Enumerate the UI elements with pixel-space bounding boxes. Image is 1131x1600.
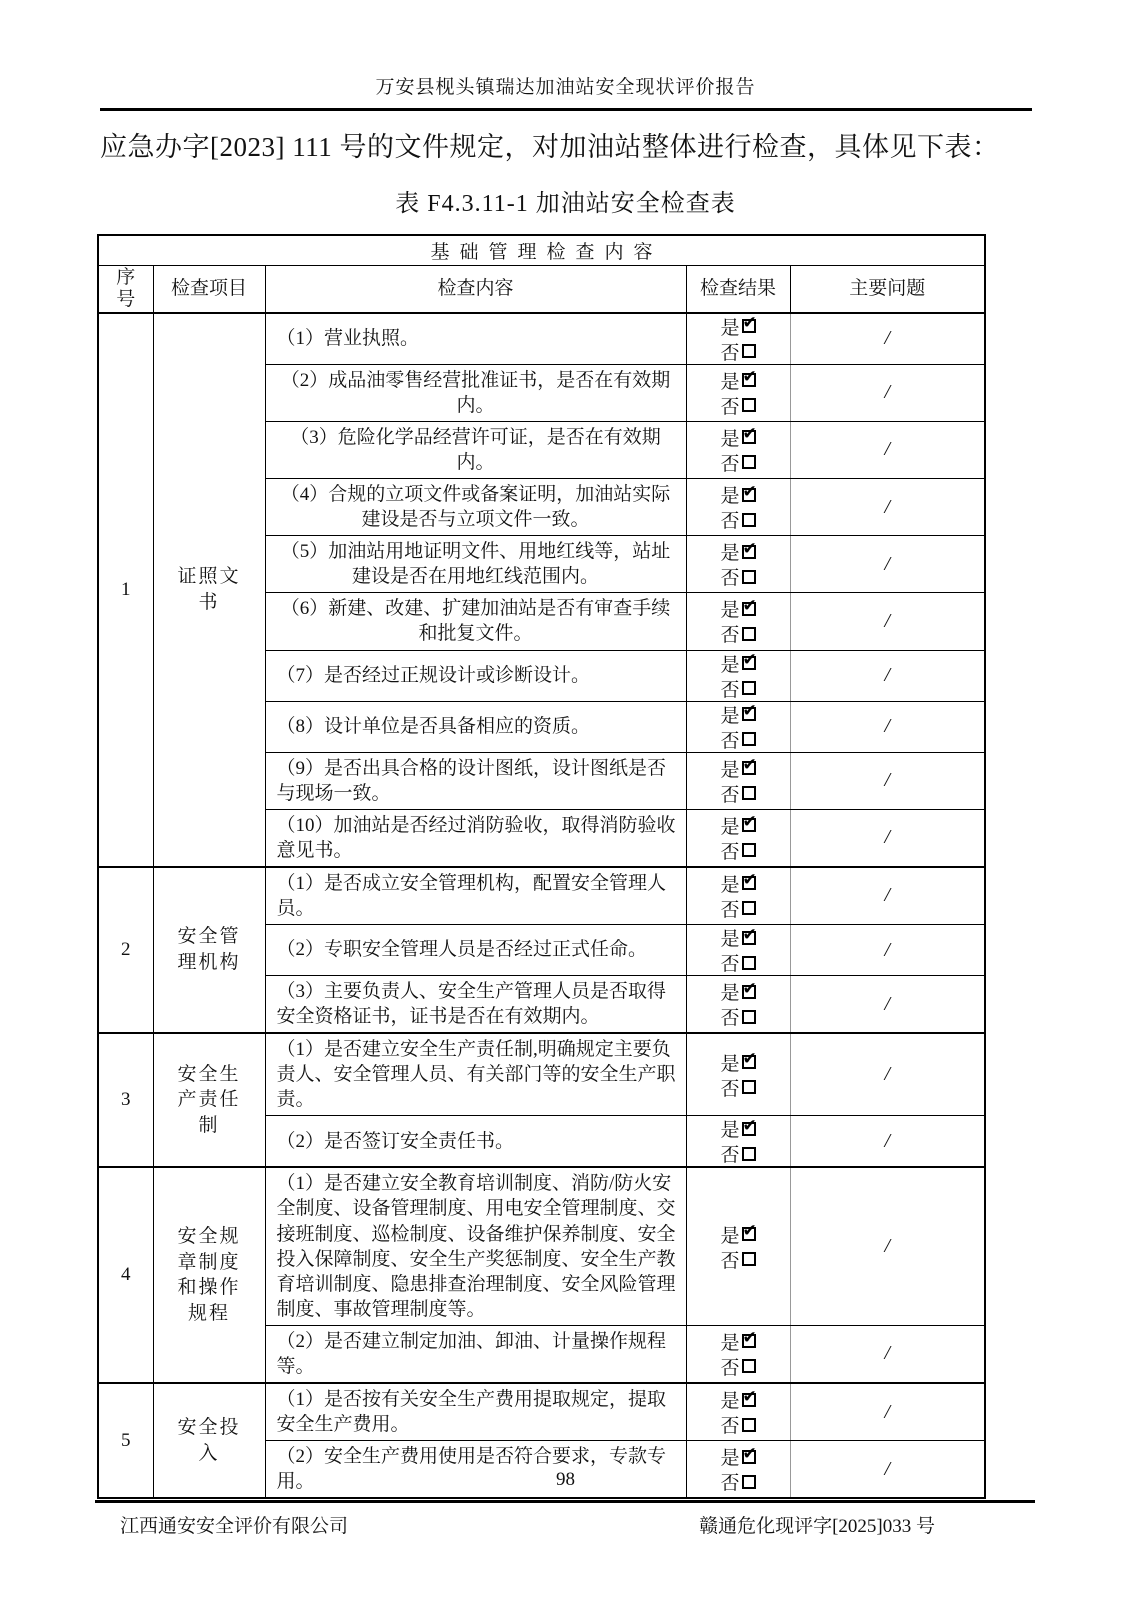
checkbox-checked-icon <box>742 1393 756 1407</box>
main-issue-cell: / <box>790 1441 985 1499</box>
main-issue-cell: / <box>790 536 985 593</box>
table-column-header-row <box>98 266 985 313</box>
table-body <box>98 313 985 1499</box>
result-yes-line <box>687 596 790 621</box>
checkbox-empty-icon <box>742 1418 756 1432</box>
checkbox-empty-icon <box>742 1010 756 1024</box>
checkbox-checked-icon <box>742 985 756 999</box>
check-result-cell <box>686 867 790 925</box>
checkbox-checked-icon <box>742 319 756 333</box>
result-yes-line <box>687 1444 790 1469</box>
checkbox-empty-icon <box>742 732 756 746</box>
result-no-line <box>687 950 790 975</box>
checkbox-empty-icon <box>742 513 756 527</box>
result-option-label: 否 <box>720 1357 740 1379</box>
check-result-cell <box>686 421 790 478</box>
result-option-label: 是 <box>720 428 740 450</box>
check-content-cell: （1）营业执照。 <box>265 313 686 365</box>
main-issue-cell: / <box>790 1167 985 1325</box>
result-option-label: 否 <box>720 1078 740 1100</box>
result-yes-line <box>687 1387 790 1412</box>
check-row <box>98 1383 985 1441</box>
checkbox-empty-icon <box>742 1147 756 1161</box>
result-option-label: 是 <box>720 543 740 565</box>
check-content-cell: （1）是否建立安全教育培训制度、消防/防火安全制度、设备管理制度、用电安全管理制度、交接班制度、巡检制度、设备维护保养制度、安全投入保障制度、安全生产奖惩制度、安全生产教育培训制度、隐患排查治理制度、安全风险管理制度、事故管理制度等。 <box>265 1167 686 1325</box>
main-issue-cell: / <box>790 313 985 365</box>
checkbox-empty-icon <box>742 627 756 641</box>
result-option-label: 否 <box>720 1473 740 1495</box>
check-result-cell <box>686 701 790 752</box>
result-no-line <box>687 727 790 752</box>
section-number-cell: 2 <box>98 867 153 1033</box>
checkbox-empty-icon <box>742 1080 756 1094</box>
main-issue-cell: / <box>790 809 985 867</box>
check-result-cell <box>686 809 790 867</box>
result-yes-line <box>687 1116 790 1141</box>
check-content-cell: （2）专职安全管理人员是否经过正式任命。 <box>265 925 686 976</box>
report-title: 万安县枧头镇瑞达加油站安全现状评价报告 <box>375 77 756 98</box>
check-content-cell: （2）是否签订安全责任书。 <box>265 1116 686 1168</box>
check-content-cell: （3）主要负责人、安全生产管理人员是否取得安全资格证书，证书是否在有效期内。 <box>265 976 686 1034</box>
result-option-label: 是 <box>720 983 740 1005</box>
result-no-line <box>687 1247 790 1272</box>
result-yes-line <box>687 539 790 564</box>
result-option-label: 否 <box>720 679 740 701</box>
result-option-label: 否 <box>720 899 740 921</box>
check-content-cell: （9）是否出具合格的设计图纸，设计图纸是否与现场一致。 <box>265 752 686 809</box>
result-no-line <box>687 564 790 589</box>
section-item-cell: 证照文书 <box>153 313 265 867</box>
check-content-cell: （1）是否成立安全管理机构，配置安全管理人员。 <box>265 867 686 925</box>
result-option-label: 否 <box>720 1250 740 1272</box>
result-option-label: 是 <box>720 654 740 676</box>
main-issue-cell: / <box>790 752 985 809</box>
main-issue-cell: / <box>790 1033 985 1116</box>
section-number-cell: 3 <box>98 1033 153 1167</box>
header-divider <box>100 108 1032 111</box>
safety-check-table <box>97 234 986 1500</box>
checkbox-empty-icon <box>742 681 756 695</box>
result-option-label: 是 <box>720 317 740 339</box>
check-result-cell <box>686 1116 790 1168</box>
check-content-cell: （2）成品油零售经营批准证书，是否在有效期内。 <box>265 364 686 421</box>
result-no-line <box>687 676 790 701</box>
check-result-cell <box>686 976 790 1034</box>
page-number: 98 <box>556 1469 575 1490</box>
result-option-label: 否 <box>720 841 740 863</box>
result-no-line <box>687 1412 790 1437</box>
section-item-cell: 安全投入 <box>153 1383 265 1498</box>
footer-block <box>0 1469 1131 1538</box>
table-group-header-row <box>98 235 985 266</box>
checkbox-checked-icon <box>742 602 756 616</box>
section-item-cell: 安全管理机构 <box>153 867 265 1033</box>
result-option-label: 否 <box>720 730 740 752</box>
result-option-label: 是 <box>720 1448 740 1470</box>
result-option-label: 否 <box>720 568 740 590</box>
main-issue-cell: / <box>790 1116 985 1168</box>
checkbox-empty-icon <box>742 1359 756 1373</box>
result-no-line <box>687 393 790 418</box>
column-header-item: 检查项目 <box>153 266 265 313</box>
result-option-label: 否 <box>720 342 740 364</box>
result-no-line <box>687 621 790 646</box>
table-caption: 表 F4.3.11-1 加油站安全检查表 <box>395 190 736 217</box>
check-result-cell <box>686 1033 790 1116</box>
result-option-label: 是 <box>720 1225 740 1247</box>
checkbox-empty-icon <box>742 455 756 469</box>
main-issue-cell: / <box>790 364 985 421</box>
checkbox-checked-icon <box>742 707 756 721</box>
main-issue-cell: / <box>790 1325 985 1383</box>
result-no-line <box>687 1141 790 1166</box>
check-result-cell <box>686 925 790 976</box>
result-yes-line <box>687 1329 790 1354</box>
checkbox-empty-icon <box>742 843 756 857</box>
result-yes-line <box>687 314 790 339</box>
checkbox-empty-icon <box>742 570 756 584</box>
section-item-cell: 安全生产责任制 <box>153 1033 265 1167</box>
check-result-cell <box>686 593 790 650</box>
check-content-cell: （4）合规的立项文件或备案证明，加油站实际建设是否与立项文件一致。 <box>265 479 686 536</box>
result-option-label: 是 <box>720 486 740 508</box>
check-result-cell <box>686 364 790 421</box>
result-option-label: 否 <box>720 396 740 418</box>
main-issue-cell: / <box>790 1383 985 1441</box>
main-issue-cell: / <box>790 593 985 650</box>
result-yes-line <box>687 651 790 676</box>
check-result-cell <box>686 479 790 536</box>
result-option-label: 是 <box>720 371 740 393</box>
check-content-cell: （7）是否经过正规设计或诊断设计。 <box>265 650 686 701</box>
result-no-line <box>687 1075 790 1100</box>
main-issue-cell: / <box>790 925 985 976</box>
result-yes-line <box>687 1050 790 1075</box>
check-result-cell <box>686 313 790 365</box>
table-group-header: 基础管理检查内容 <box>98 235 985 266</box>
result-option-label: 是 <box>720 1391 740 1413</box>
checkbox-checked-icon <box>742 430 756 444</box>
result-option-label: 是 <box>720 1053 740 1075</box>
result-option-label: 是 <box>720 929 740 950</box>
checkbox-empty-icon <box>742 398 756 412</box>
check-content-cell: （3）危险化学品经营许可证，是否在有效期内。 <box>265 421 686 478</box>
result-no-line <box>687 1004 790 1029</box>
result-yes-line <box>687 813 790 838</box>
result-option-label: 是 <box>720 705 740 727</box>
result-yes-line <box>687 425 790 450</box>
column-header-result: 检查结果 <box>686 266 790 313</box>
section-number-cell: 5 <box>98 1383 153 1498</box>
checkbox-checked-icon <box>742 488 756 502</box>
result-yes-line <box>687 756 790 781</box>
check-row <box>98 1167 985 1325</box>
result-no-line <box>687 339 790 364</box>
check-content-cell: （1）是否按有关安全生产费用提取规定，提取安全生产费用。 <box>265 1383 686 1441</box>
check-content-cell: （2）安全生产费用使用是否符合要求，专款专用。 <box>265 1441 686 1499</box>
checkbox-empty-icon <box>742 344 756 358</box>
main-issue-cell: / <box>790 479 985 536</box>
checkbox-checked-icon <box>742 1122 756 1136</box>
check-content-cell: （8）设计单位是否具备相应的资质。 <box>265 701 686 752</box>
result-no-line <box>687 507 790 532</box>
result-yes-line <box>687 482 790 507</box>
result-option-label: 否 <box>720 784 740 806</box>
checkbox-checked-icon <box>742 876 756 890</box>
main-issue-cell: / <box>790 650 985 701</box>
result-yes-line <box>687 1222 790 1247</box>
check-result-cell <box>686 1167 790 1325</box>
checkbox-checked-icon <box>742 1055 756 1069</box>
check-content-cell: （2）是否建立制定加油、卸油、计量操作规程等。 <box>265 1325 686 1383</box>
footer-company: 江西通安安全评价有限公司 <box>120 1516 349 1537</box>
result-option-label: 否 <box>720 1145 740 1167</box>
main-issue-cell: / <box>790 421 985 478</box>
checkbox-checked-icon <box>742 818 756 832</box>
result-option-label: 否 <box>720 954 740 975</box>
result-option-label: 是 <box>720 759 740 781</box>
result-no-line <box>687 896 790 921</box>
result-no-line <box>687 1354 790 1379</box>
result-option-label: 是 <box>720 1120 740 1142</box>
column-header-issue: 主要问题 <box>790 266 985 313</box>
checkbox-empty-icon <box>742 786 756 800</box>
result-yes-line <box>687 925 790 950</box>
result-yes-line <box>687 979 790 1004</box>
checkbox-checked-icon <box>742 373 756 387</box>
check-result-cell <box>686 752 790 809</box>
check-result-cell <box>686 1325 790 1383</box>
checkbox-checked-icon <box>742 1227 756 1241</box>
section-number-cell: 1 <box>98 313 153 867</box>
checkbox-checked-icon <box>742 656 756 670</box>
checkbox-checked-icon <box>742 1334 756 1348</box>
checkbox-empty-icon <box>742 1252 756 1266</box>
column-header-content: 检查内容 <box>265 266 686 313</box>
checkbox-empty-icon <box>742 901 756 915</box>
section-item-cell: 安全规章制度和操作规程 <box>153 1167 265 1383</box>
check-content-cell: （6）新建、改建、扩建加油站是否有审查手续和批复文件。 <box>265 593 686 650</box>
main-issue-cell: / <box>790 976 985 1034</box>
checkbox-checked-icon <box>742 1450 756 1464</box>
result-option-label: 否 <box>720 1416 740 1438</box>
check-row <box>98 313 985 365</box>
checkbox-checked-icon <box>742 931 756 945</box>
intro-paragraph: 应急办字[2023] 111 号的文件规定，对加油站整体进行检查，具体见下表： <box>100 132 1000 162</box>
check-content-cell: （5）加油站用地证明文件、用地红线等，站址建设是否在用地红线范围内。 <box>265 536 686 593</box>
check-row <box>98 1033 985 1116</box>
column-header-serial: 序号 <box>98 266 153 313</box>
checkbox-checked-icon <box>742 761 756 775</box>
result-option-label: 是 <box>720 874 740 896</box>
footer-doc-number: 赣通危化现评字[2025]033 号 <box>699 1516 935 1537</box>
check-result-cell <box>686 650 790 701</box>
result-yes-line <box>687 368 790 393</box>
check-row <box>98 867 985 925</box>
result-option-label: 否 <box>720 1008 740 1030</box>
result-yes-line <box>687 871 790 896</box>
result-no-line <box>687 450 790 475</box>
main-issue-cell: / <box>790 701 985 752</box>
result-option-label: 是 <box>720 816 740 838</box>
checkbox-checked-icon <box>742 545 756 559</box>
section-number-cell: 4 <box>98 1167 153 1383</box>
check-result-cell <box>686 536 790 593</box>
result-option-label: 否 <box>720 625 740 647</box>
document-header <box>0 0 1131 111</box>
check-content-cell: （10）加油站是否经过消防验收，取得消防验收意见书。 <box>265 809 686 867</box>
check-content-cell: （1）是否建立安全生产责任制,明确规定主要负责人、安全管理人员、有关部门等的安全生产职责。 <box>265 1033 686 1116</box>
result-option-label: 否 <box>720 511 740 533</box>
checkbox-empty-icon <box>742 956 756 970</box>
result-yes-line <box>687 702 790 727</box>
result-option-label: 是 <box>720 600 740 622</box>
check-result-cell <box>686 1383 790 1441</box>
document-footer <box>0 1503 1131 1538</box>
result-no-line <box>687 838 790 863</box>
main-issue-cell: / <box>790 867 985 925</box>
result-option-label: 否 <box>720 453 740 475</box>
result-option-label: 是 <box>720 1332 740 1354</box>
result-no-line <box>687 781 790 806</box>
